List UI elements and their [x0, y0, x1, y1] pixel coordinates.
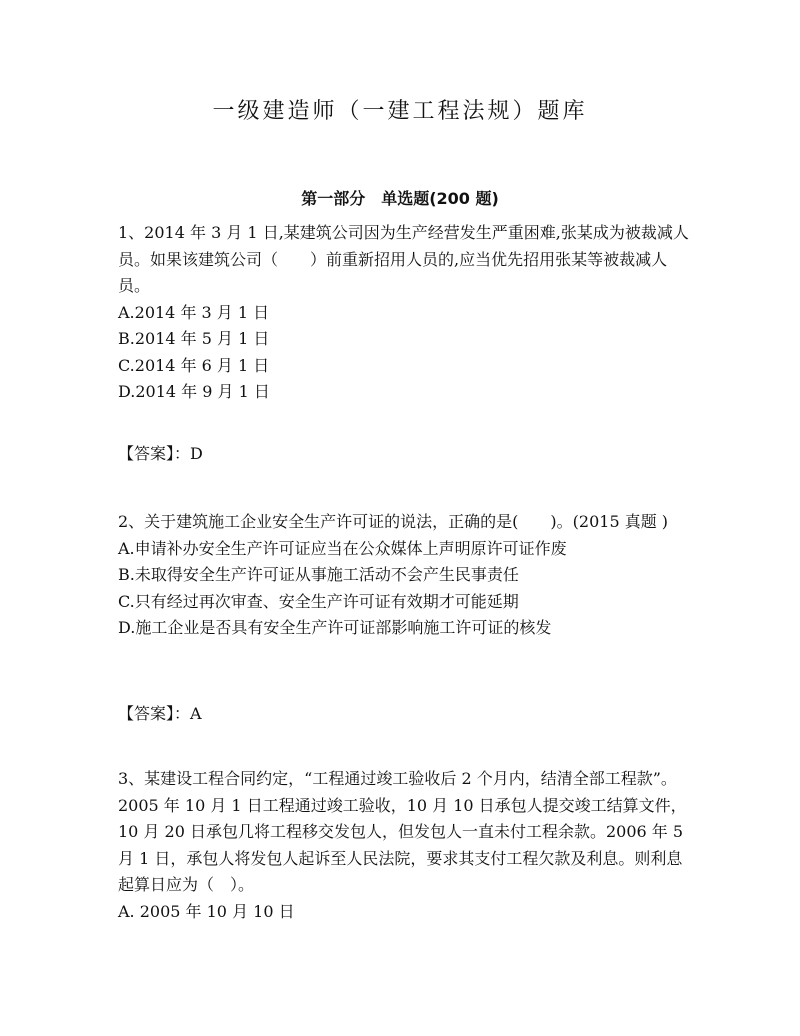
- option-d: D.2014 年 9 月 1 日: [118, 382, 270, 401]
- option-a: A.2014 年 3 月 1 日: [118, 302, 270, 322]
- option-a: A. 2005 年 10 月 10 日: [118, 901, 295, 921]
- question-stem: 2、关于建筑施工企业安全生产许可证的说法，正确的是( )。(2015 真题 ): [118, 512, 669, 531]
- option-d: D.施工企业是否具有安全生产许可证部影响施工许可证的核发: [118, 618, 552, 637]
- section-title: 第一部分 单选题(200 题): [301, 189, 499, 208]
- answer-1: 【答案】：D: [118, 444, 203, 463]
- question-2: [118, 509, 694, 642]
- option-c: C.只有经过再次审查、安全生产许可证有效期才可能延期: [118, 591, 519, 611]
- question-stem: 1、2014 年 3 月 1 日,某建筑公司因为生产经营发生严重困难,张某成为被裁减人员。如果该建筑公司（ ）前重新招用人员的,应当优先招用张某等被裁减人员。: [118, 223, 689, 295]
- document-title: 一级建造师（一建工程法规）题库: [212, 99, 588, 124]
- question-stem: 3、某建设工程合同约定，“工程通过竣工验收后 2 个月内，结清全部工程款”。2005 年 10 月 1 日工程通过竣工验收，10 月 10 日承包人提交竣工结算文件，10 月 20 日承包几将工程移交发包人，但发包人一直未付工程余款。2006 年 5 月 1 日，承包人将发包人起诉至人民法院，要求其支付工程欠款及利息。则利息起算日应为（ ）。: [118, 769, 687, 894]
- option-b: B.2014 年 5 月 1 日: [118, 329, 270, 348]
- answer-2: 【答案】：A: [118, 704, 202, 723]
- question-1: [118, 220, 694, 406]
- option-b: B.未取得安全生产许可证从事施工活动不会产生民事责任: [118, 565, 519, 584]
- option-c: C.2014 年 6 月 1 日: [118, 355, 270, 375]
- question-3: [118, 766, 694, 925]
- option-a: A.申请补办安全生产许可证应当在公众媒体上声明原许可证作废: [118, 538, 567, 558]
